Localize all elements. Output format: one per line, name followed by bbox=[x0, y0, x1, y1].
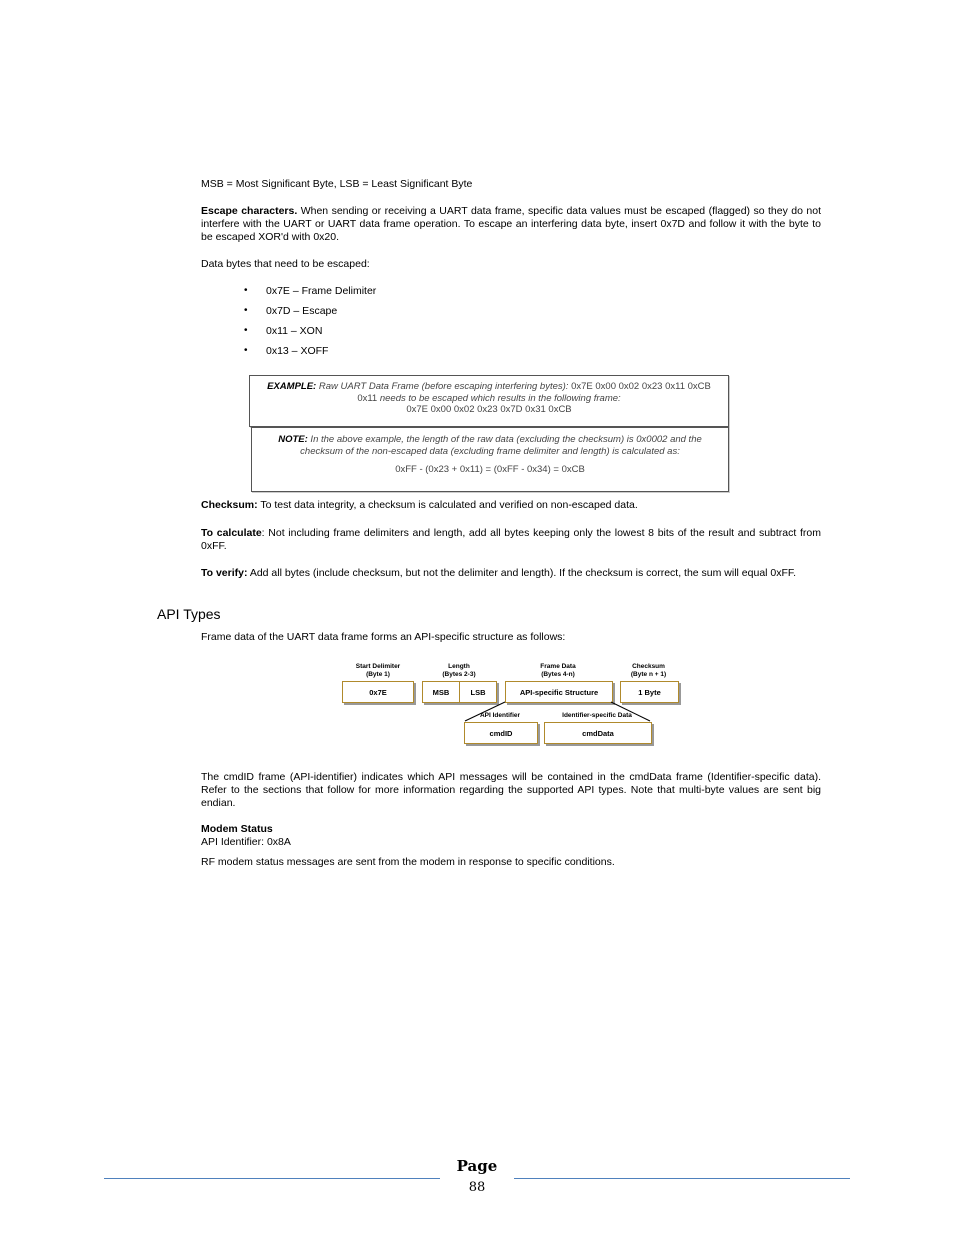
api-types-heading: API Types bbox=[157, 606, 221, 622]
escape-characters-paragraph bbox=[201, 205, 821, 244]
identifier-specific-label: Identifier-specific Data bbox=[562, 712, 632, 719]
escape-characters-body: When sending or receiving a UART data frame, specific data values must be escaped (flagged) so they do not interfere with the UART or UART data frame operation. To escape an interfering data byte, insert 0x7D and follow it with the byte to be escaped XOR'd with 0x20. bbox=[201, 205, 821, 243]
list-item-label: 0x7E – Frame Delimiter bbox=[266, 285, 377, 297]
escaped-bytes-intro: Data bytes that need to be escaped: bbox=[201, 258, 370, 270]
example-box bbox=[249, 375, 729, 427]
footer-rule-right bbox=[514, 1178, 850, 1179]
modem-status-heading: Modem Status bbox=[201, 823, 273, 835]
escape-characters-heading: Escape characters. bbox=[201, 205, 298, 217]
bullet: • bbox=[244, 325, 248, 336]
list-item-label: 0x13 – XOFF bbox=[266, 345, 329, 357]
msb-cell: MSB bbox=[422, 681, 460, 703]
checksum-body: To test data integrity, a checksum is calculated and verified on non-escaped data. bbox=[257, 499, 638, 511]
verify-body: Add all bytes (include checksum, but not the delimiter and length). If the checksum is correct, the sum will equal 0xFF. bbox=[247, 567, 797, 579]
cmdid-cell: cmdID bbox=[464, 722, 538, 744]
list-item-label: 0x11 – XON bbox=[266, 325, 323, 337]
cmdid-paragraph: The cmdID frame (API-identifier) indicates which API messages will be contained in the cmdData frame (Identifier-specific data). Refer to the sections that follow for more information regarding the supported API types. Note that multi-byte values are sent big endian. bbox=[201, 771, 821, 809]
api-types-intro: Frame data of the UART data frame forms an API-specific structure as follows: bbox=[201, 631, 566, 643]
frame-data-label: Frame Data (Bytes 4-n) bbox=[540, 663, 576, 678]
length-label: Length (Bytes 2-3) bbox=[442, 663, 476, 678]
example-line3: 0x7E 0x00 0x02 0x23 0x7D 0x31 0xCB bbox=[406, 404, 572, 415]
cmddata-cell: cmdData bbox=[544, 722, 652, 744]
note-line1: In the above example, the length of the raw data (excluding the checksum) is 0x0002 and the bbox=[307, 434, 702, 445]
msb-lsb-definition: MSB = Most Significant Byte, LSB = Least Significant Byte bbox=[201, 178, 473, 190]
calculate-heading: To calculate bbox=[201, 527, 262, 539]
note-box bbox=[251, 427, 729, 492]
footer-rule-left bbox=[104, 1178, 440, 1179]
footer-page-number: 88 bbox=[468, 1180, 486, 1195]
note-line3: 0xFF - (0x23 + 0x11) = (0xFF - 0x34) = 0xCB bbox=[395, 464, 585, 475]
bullet: • bbox=[244, 305, 248, 316]
calculate-paragraph bbox=[201, 527, 821, 553]
verify-heading: To verify: bbox=[201, 567, 248, 579]
example-line2: needs to be escaped which results in the following frame: bbox=[377, 392, 621, 404]
list-item-label: 0x7D – Escape bbox=[266, 305, 338, 317]
modem-status-api-identifier: API Identifier: 0x8A bbox=[201, 836, 291, 848]
start-delimiter-cell: 0x7E bbox=[342, 681, 414, 703]
checksum-heading: Checksum: bbox=[201, 499, 258, 511]
checksum-byte-cell: 1 Byte bbox=[620, 681, 679, 703]
calculate-body: : Not including frame delimiters and length, add all bytes keeping only the lowest 8 bits of the result and subtract from 0xFF. bbox=[201, 527, 821, 552]
api-identifier-label: API Identifier bbox=[479, 712, 521, 719]
example-line1-value: 0x7E 0x00 0x02 0x23 0x11 0xCB bbox=[571, 381, 711, 392]
example-label: EXAMPLE: bbox=[267, 381, 317, 392]
footer-page-label: Page bbox=[456, 1157, 498, 1175]
note-label: NOTE: bbox=[278, 434, 308, 445]
bullet: • bbox=[244, 345, 248, 356]
note-line2: checksum of the non-escaped data (excluding frame delimiter and length) is calculated as: bbox=[300, 445, 680, 457]
start-delimiter-label: Start Delimiter (Byte 1) bbox=[355, 663, 401, 678]
checksum-paragraph bbox=[201, 499, 821, 512]
api-specific-structure-cell: API-specific Structure bbox=[505, 681, 613, 703]
example-line1: Raw UART Data Frame (before escaping interfering bytes): bbox=[316, 381, 572, 392]
bullet: • bbox=[244, 285, 248, 296]
example-line2-value: 0x11 bbox=[357, 392, 378, 404]
modem-status-body: RF modem status messages are sent from the modem in response to specific conditions. bbox=[201, 856, 615, 868]
lsb-cell: LSB bbox=[459, 681, 497, 703]
verify-paragraph bbox=[201, 567, 821, 580]
checksum-label: Checksum (Byte n + 1) bbox=[630, 663, 667, 678]
